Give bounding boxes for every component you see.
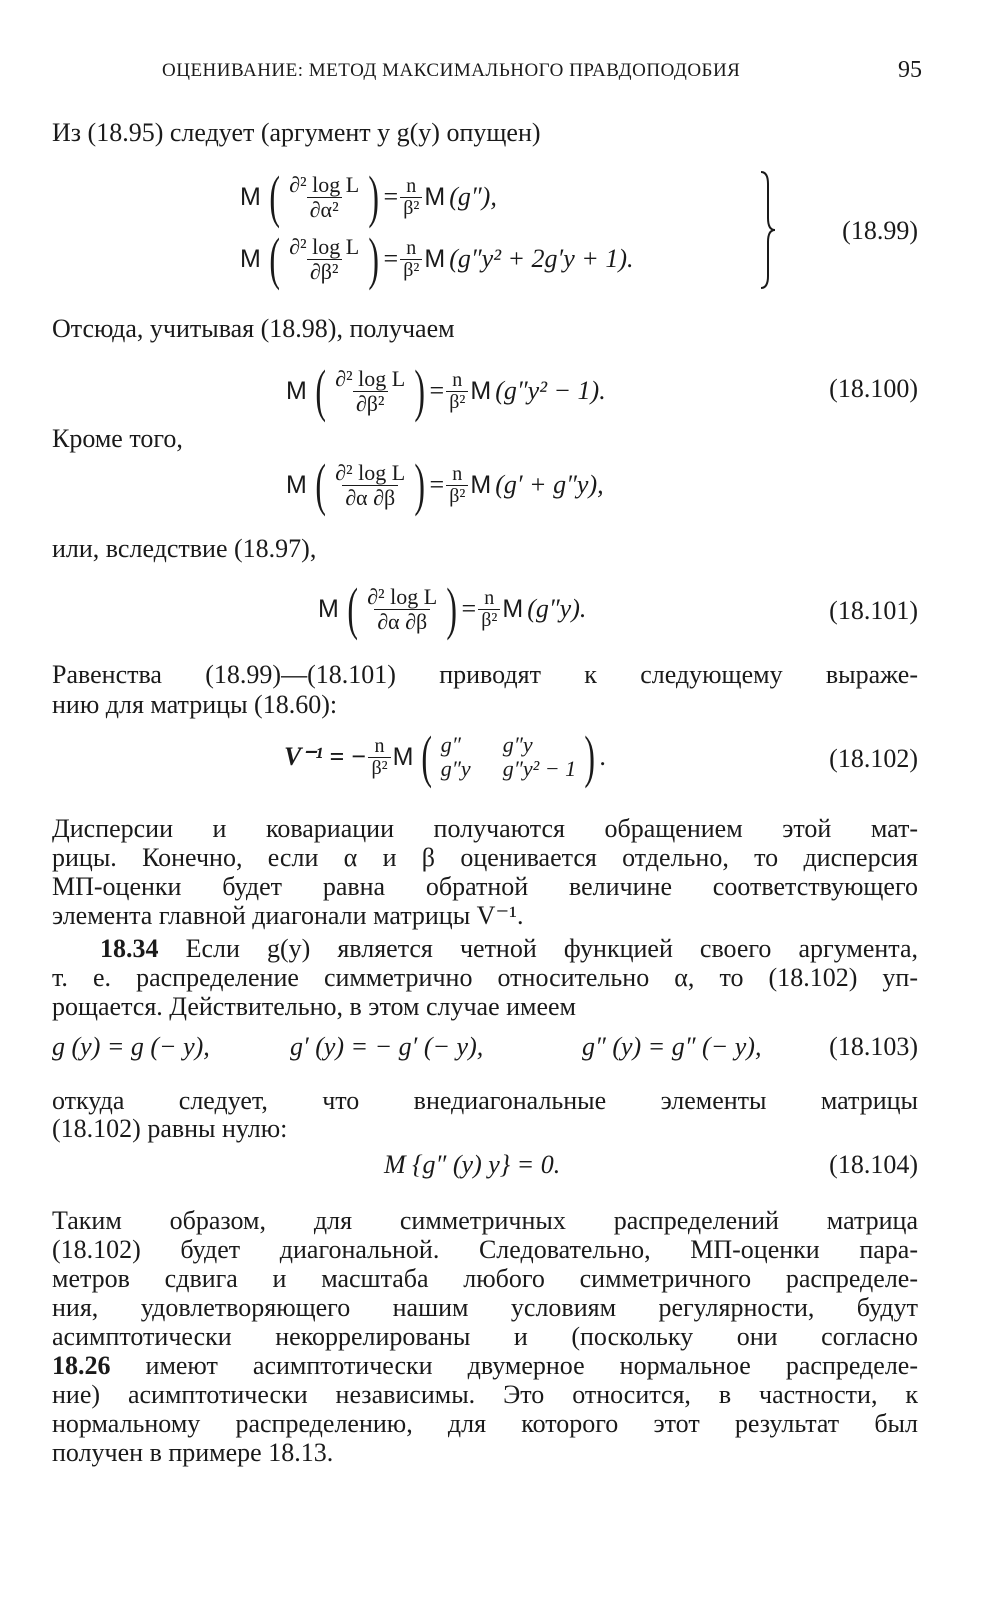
paragraph-intro: Из (18.95) следует (аргумент у g(y) опущен) [52,118,541,147]
equation-label-18-102: (18.102) [829,744,918,773]
equation-18-100: M ( $\frac{\text{∂² log L}}{\text{∂β²}}$ ) = $\frac{n}{\text{β²}}$ M (g″y² − 1). [286,358,606,423]
paragraph-offdiag-2: (18.102) равны нулю: [52,1114,288,1143]
paragraph-offdiag-1: откуда следует, что внедиагональные элементы матрицы [52,1086,918,1115]
matrix: g″ g″y g″y g″y² − 1 [440,732,577,781]
section-reference: 18.26 [52,1351,111,1380]
equation-label-18-101: (18.101) [829,596,918,625]
paragraph-hence: Отсюда, учитывая (18.98), получаем [52,314,455,343]
paragraph-conclusion-9: получен в примере 18.13. [52,1438,334,1467]
fraction: $\frac{n}{\text{β²}}$ [400,176,422,219]
fraction: $\frac{n}{\text{β²}}$ [400,238,422,281]
section-number: 18.34 [100,934,159,963]
paragraph-conclusion-5: асимптотически некоррелированы и (поскольку они согласно [52,1322,918,1351]
equation-18-99-row1: M ( $\frac{\text{∂² log L}}{\text{∂α²}}$ ) = $\frac{n}{\text{β²}}$ M (g″), [240,164,497,229]
running-title: ОЦЕНИВАНИЕ: МЕТОД МАКСИМАЛЬНОГО ПРАВДОПОДОБИЯ [162,60,741,81]
paragraph-besides: Кроме того, [52,424,183,453]
paragraph-or: или, вследствие (18.97), [52,534,317,563]
paragraph-equalities-1: Равенства (18.99)—(18.101) приводят к следующему выраже- [52,660,918,689]
paragraph-conclusion-2: (18.102) будет диагональной. Следовательно, МП-оценки пара- [52,1235,918,1264]
paragraph-dispersion-2: рицы. Конечно, если α и β оценивается отдельно, то дисперсия [52,843,918,872]
expectation-operator: M [240,183,261,211]
fraction: $\frac{\text{∂² log L}}{\text{∂β²}}$ [289,233,360,284]
paragraph-dispersion-4: элемента главной диагонали матрицы V⁻¹. [52,901,524,930]
right-brace-icon [758,170,778,290]
equation-unnumbered: M ( $\frac{\text{∂² log L}}{\partial\alpha \partial\beta}$ ) = $\frac{n}{\text{β²}}$ M (g′ + g″y), [286,452,604,517]
equation-18-104: M {g″ (y) y} = 0. [384,1150,561,1179]
equation-18-103-part3: g″ (y) = g″ (− y), [582,1032,762,1061]
section-18-34-line1: 18.34 Если g(y) является четной функцией своего аргумента, [100,934,918,963]
paragraph-conclusion-8: нормальному распределению, для которого этот результат был [52,1409,918,1438]
equation-18-103-part2: g′ (y) = − g′ (− y), [290,1032,484,1061]
section-18-34-line2: т. е. распределение симметрично относительно α, то (18.102) уп- [52,963,918,992]
page-number: 95 [898,57,922,83]
paragraph-conclusion-7: ние) асимптотически независимы. Это относится, в частности, к [52,1380,918,1409]
paragraph-conclusion-1: Таким образом, для симметричных распределений матрица [52,1206,918,1235]
fraction: $\frac{\text{∂² log L}}{\text{∂α²}}$ [289,171,360,222]
equation-label-18-100: (18.100) [829,374,918,403]
section-18-34-line3: рощается. Действительно, в этом случае имеем [52,992,577,1021]
equation-label-18-99: (18.99) [842,216,918,245]
equation-label-18-104: (18.104) [829,1150,918,1179]
equation-label-18-103: (18.103) [829,1032,918,1061]
paragraph-conclusion-3: метров сдвига и масштаба любого симметричного распределе- [52,1264,918,1293]
paragraph-equalities-2: нию для матрицы (18.60): [52,690,338,719]
equation-18-102: V⁻¹ = − $\frac{n}{\text{β²}}$ M ( g″ g″y g″y g″y² − 1 ) . [284,724,606,789]
paragraph-dispersion-1: Дисперсии и ковариации получаются обращением этой мат- [52,814,918,843]
paragraph-conclusion-6: 18.26 имеют асимптотически двумерное нормальное распределе- [52,1351,918,1380]
paragraph-dispersion-3: МП-оценки будет равна обратной величине соответствующего [52,872,918,901]
page-header [162,57,922,90]
equation-18-103-part1: g (y) = g (− y), [52,1032,210,1061]
paragraph-conclusion-4: ния, удовлетворяющего нашим условиям регулярности, будут [52,1293,918,1322]
equation-18-99-row2: M ( $\frac{\text{∂² log L}}{\text{∂β²}}$ ) = $\frac{n}{\text{β²}}$ M (g″y² + 2g′y + 1). [240,226,634,291]
equation-18-101: M ( $\frac{\text{∂² log L}}{\partial\alpha \partial\beta}$ ) = $\frac{n}{\text{β²}}$ M (g″y). [318,576,587,641]
